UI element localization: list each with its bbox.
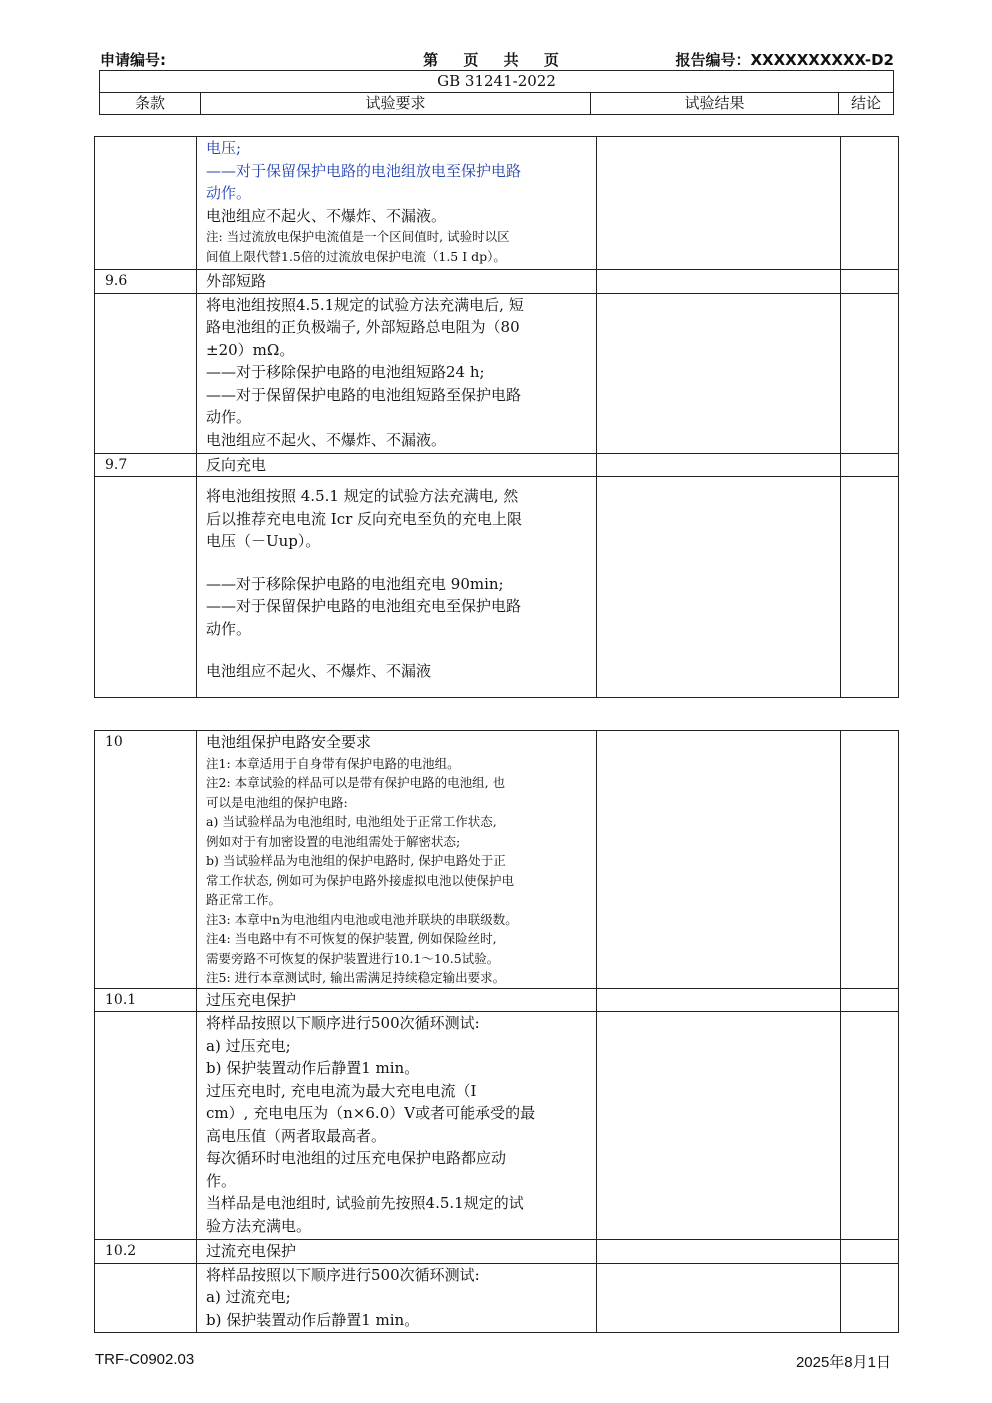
table-row (95, 988, 899, 1012)
clause-cell (95, 1012, 197, 1240)
page-count-label: 第 页 共 页 (423, 51, 569, 69)
table-row (95, 477, 899, 698)
report-number-label: 报告编号：XXXXXXXXXX-D2 (675, 51, 894, 69)
clause-cell: 9.6 (95, 270, 197, 294)
column-header-requirement: 试验要求 (201, 93, 591, 115)
requirement-cell (197, 1263, 597, 1332)
requirement-line: ——对于移除保护电路的电池组充电 90min; (206, 574, 504, 593)
clause-cell (95, 477, 197, 698)
requirement-line: ——对于保留保护电路的电池组充电至保护电路 (206, 597, 522, 615)
note-line: 可以是电池组的保护电路: (206, 794, 348, 810)
requirement-cell (197, 477, 597, 698)
result-cell (597, 1012, 841, 1240)
standard-number: GB 31241-2022 (100, 71, 894, 93)
requirement-line: b) 保护装置动作后静置1 min。 (206, 1059, 420, 1077)
note-line: 间值上限代替1.5倍的过流放电保护电流（1.5 I dp）。 (206, 248, 506, 264)
note-line: 例如对于有加密设置的电池组需处于解密状态; (206, 833, 461, 849)
requirement-line: ——对于保留保护电路的电池组放电至保护电路 (206, 161, 522, 180)
result-cell (597, 293, 841, 453)
requirement-line: 将样品按照以下顺序进行500次循环测试: (206, 1265, 480, 1284)
effective-date: 2025年8月1日 (795, 1354, 891, 1371)
requirement-line: 动作。 (206, 184, 252, 202)
clause-table-2 (94, 730, 899, 1333)
requirement-line: 过压充电时, 充电电流为最大充电电流（I (206, 1081, 477, 1100)
requirement-line: 当样品是电池组时, 试验前先按照4.5.1规定的试 (206, 1194, 524, 1212)
clause-title: 电池组保护电路安全要求 (206, 733, 372, 751)
requirement-cell (197, 731, 597, 989)
column-header-result: 试验结果 (591, 93, 839, 115)
result-cell (597, 731, 841, 989)
result-cell (597, 137, 841, 270)
table-row (95, 453, 899, 477)
clause-table-1 (94, 136, 899, 698)
result-cell (597, 1263, 841, 1332)
clause-cell: 10 (95, 731, 197, 989)
note-line: 注: 当过流放电保护电流值是一个区间值时, 试验时以区 (206, 229, 510, 244)
requirement-cell (197, 137, 597, 270)
table-row (95, 1240, 899, 1264)
requirement-line: ±20）mΩ。 (206, 340, 295, 359)
verdict-cell (841, 731, 899, 989)
table-row (95, 137, 899, 270)
table-row (95, 1012, 899, 1240)
requirement-line: a) 过压充电; (206, 1036, 291, 1055)
note-line: 需要旁路不可恢复的保护装置进行10.1～10.5试验。 (206, 950, 500, 966)
note-line: 常工作状态, 例如可为保护电路外接虚拟电池以使保护电 (206, 872, 514, 888)
application-number-label: 申请编号: (100, 51, 166, 69)
clause-title: 外部短路 (197, 270, 597, 294)
requirement-cell (197, 1012, 597, 1240)
verdict-cell (841, 137, 899, 270)
result-cell (597, 1240, 841, 1264)
requirement-cell (197, 293, 597, 453)
requirement-line: ——对于移除保护电路的电池组短路24 h; (206, 363, 485, 381)
clause-title: 过压充电保护 (197, 988, 597, 1012)
verdict-cell (841, 270, 899, 294)
requirement-line: 高电压值（两者取最高者。 (206, 1126, 387, 1145)
clause-cell: 10.1 (95, 988, 197, 1012)
requirement-line: 电池组应不起火、不爆炸、不漏液 (206, 662, 432, 680)
clause-cell: 10.2 (95, 1240, 197, 1264)
note-line: 注4: 当电路中有不可恢复的保护装置, 例如保险丝时, (206, 931, 497, 946)
clause-cell (95, 293, 197, 453)
requirement-line: 后以推荐充电电流 Icr 反向充电至负的充电上限 (206, 509, 523, 528)
requirement-line: 路电池组的正负极端子, 外部短路总电阻为（80 (206, 318, 520, 336)
note-line: 路正常工作。 (206, 892, 282, 907)
requirement-line: 动作。 (206, 408, 252, 426)
header-table (99, 70, 894, 115)
clause-cell: 9.7 (95, 453, 197, 477)
table-row (95, 293, 899, 453)
requirement-line: 电池组应不起火、不爆炸、不漏液。 (206, 430, 447, 449)
verdict-cell (841, 1263, 899, 1332)
requirement-line: 电池组应不起火、不爆炸、不漏液。 (206, 206, 447, 225)
result-cell (597, 270, 841, 294)
column-header-verdict: 结论 (839, 93, 894, 115)
clause-title: 反向充电 (197, 453, 597, 477)
verdict-cell (841, 988, 899, 1012)
note-line: 注1: 本章适用于自身带有保护电路的电池组。 (206, 755, 460, 771)
verdict-cell (841, 293, 899, 453)
note-line: 注2: 本章试验的样品可以是带有保护电路的电池组, 也 (206, 775, 506, 790)
requirement-line: 电压（－Uup）。 (206, 532, 321, 550)
requirement-line: 将电池组按照4.5.1规定的试验方法充满电后, 短 (206, 295, 524, 314)
requirement-line: 电压; (206, 139, 242, 157)
clause-cell (95, 137, 197, 270)
requirement-line: 每次循环时电池组的过压充电保护电路都应动 (206, 1149, 507, 1167)
table-row (95, 270, 899, 294)
requirement-line: 作。 (206, 1171, 237, 1190)
note-line: 注5: 进行本章测试时, 输出需满足持续稳定输出要求。 (206, 970, 506, 985)
form-number: TRF-C0902.03 (95, 1351, 195, 1368)
result-cell (597, 477, 841, 698)
requirement-line: ——对于保留保护电路的电池组短路至保护电路 (206, 385, 522, 404)
requirement-line: b) 保护装置动作后静置1 min。 (206, 1310, 420, 1329)
clause-title: 过流充电保护 (197, 1240, 597, 1264)
verdict-cell (841, 477, 899, 698)
table-row (95, 731, 899, 989)
table-row (95, 1263, 899, 1332)
verdict-cell (841, 1240, 899, 1264)
requirement-line: 将样品按照以下顺序进行500次循环测试: (206, 1014, 480, 1032)
requirement-line: 将电池组按照 4.5.1 规定的试验方法充满电, 然 (206, 487, 519, 505)
result-cell (597, 988, 841, 1012)
note-line: b) 当试验样品为电池组的保护电路时, 保护电路处于正 (206, 853, 506, 868)
column-header-clause: 条款 (100, 93, 201, 115)
result-cell (597, 453, 841, 477)
requirement-line: cm）, 充电电压为（n×6.0）V或者可能承受的最 (206, 1104, 536, 1122)
requirement-line: a) 过流充电; (206, 1288, 291, 1306)
clause-cell (95, 1263, 197, 1332)
requirement-line: 动作。 (206, 619, 252, 638)
note-line: 注3: 本章中n为电池组内电池或电池并联块的串联级数。 (206, 911, 518, 927)
requirement-line: 验方法充满电。 (206, 1216, 312, 1235)
verdict-cell (841, 453, 899, 477)
verdict-cell (841, 1012, 899, 1240)
note-line: a) 当试验样品为电池组时, 电池组处于正常工作状态, (206, 814, 497, 829)
